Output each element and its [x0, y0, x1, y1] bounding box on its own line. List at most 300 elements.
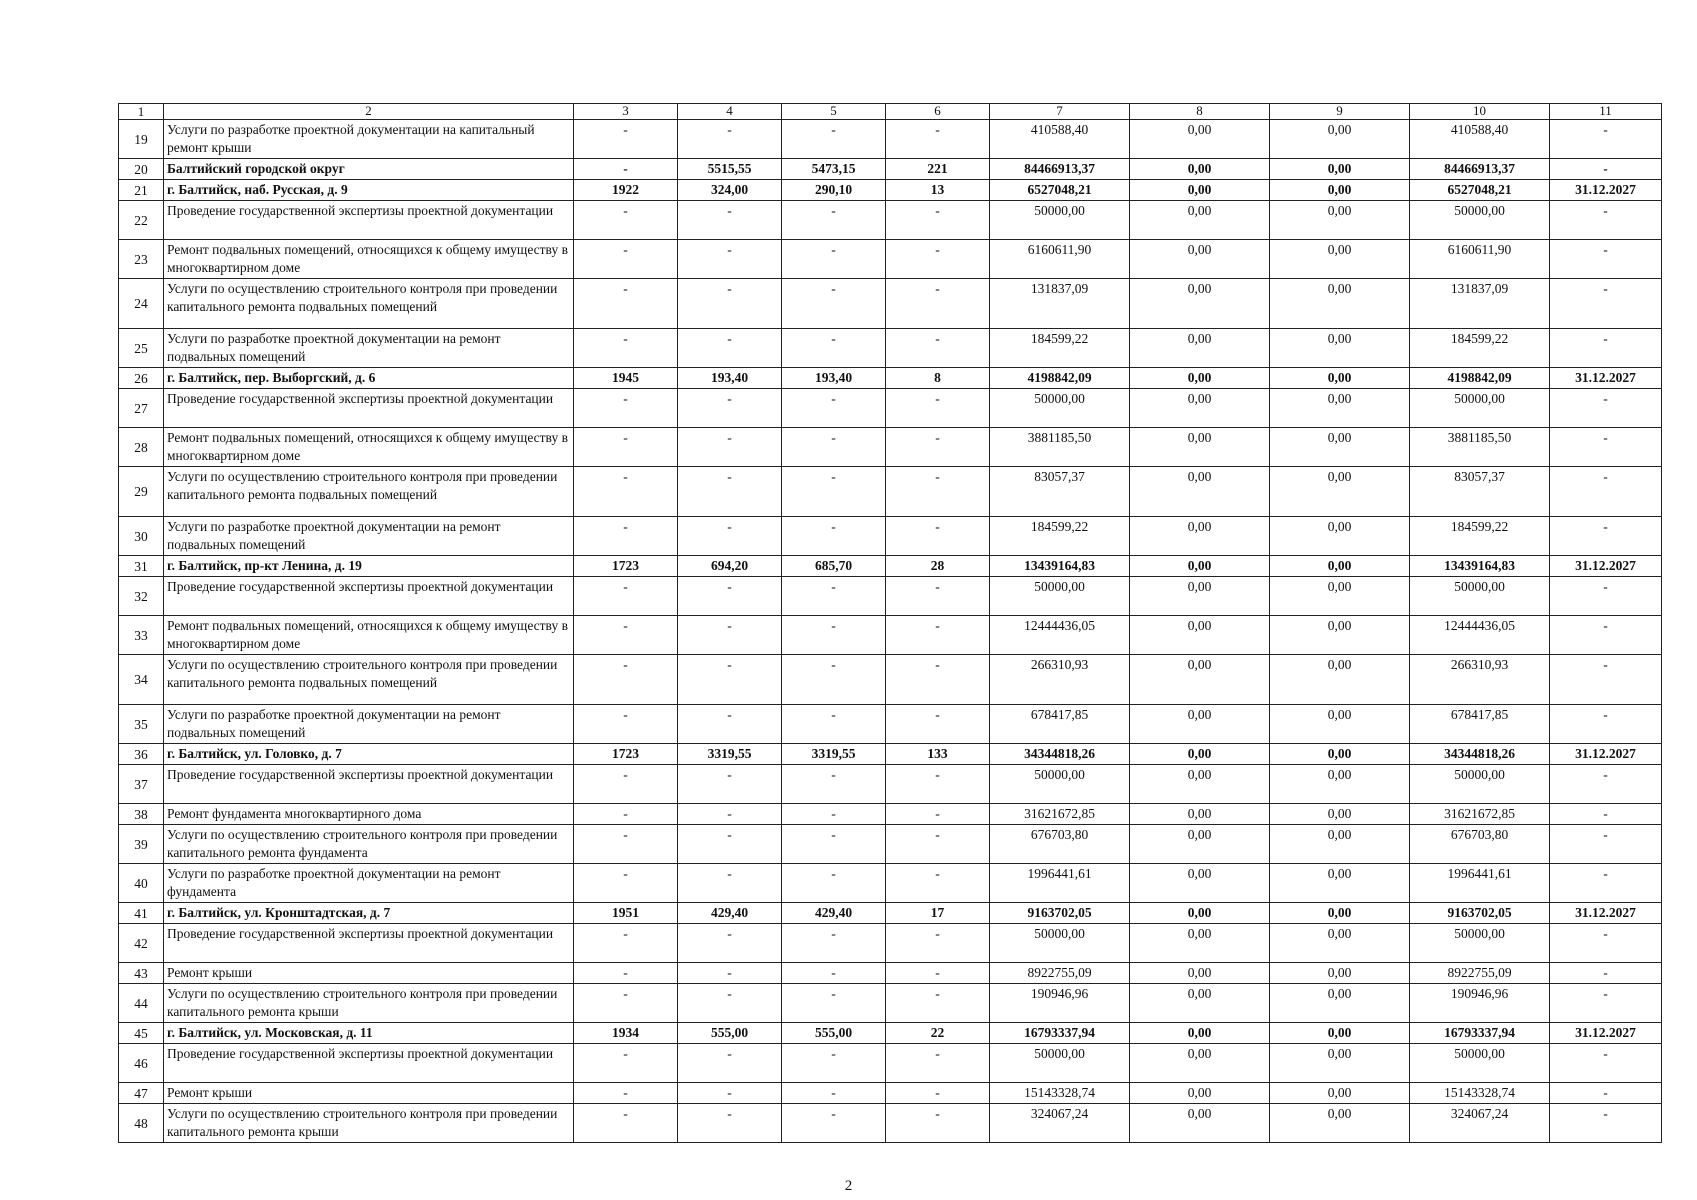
- value-cell: -: [574, 240, 678, 279]
- value-cell: 0,00: [1130, 984, 1270, 1023]
- value-cell: -: [1550, 924, 1662, 963]
- value-cell: -: [886, 924, 990, 963]
- value-cell: -: [782, 329, 886, 368]
- table-row-address: [119, 903, 1662, 924]
- value-cell: -: [678, 389, 782, 428]
- value-cell: 4198842,09: [1410, 368, 1550, 389]
- value-cell: 0,00: [1130, 120, 1270, 159]
- value-cell: -: [574, 765, 678, 804]
- value-cell: -: [782, 984, 886, 1023]
- value-cell: -: [886, 517, 990, 556]
- table-row: [119, 655, 1662, 705]
- value-cell: 0,00: [1130, 924, 1270, 963]
- value-cell: -: [1550, 329, 1662, 368]
- value-cell: 0,00: [1130, 389, 1270, 428]
- value-cell: 0,00: [1130, 705, 1270, 744]
- description-cell: г. Балтийск, ул. Московская, д. 11: [164, 1023, 574, 1044]
- value-cell: -: [886, 765, 990, 804]
- value-cell: 676703,80: [1410, 825, 1550, 864]
- value-cell: 0,00: [1130, 765, 1270, 804]
- table-row: [119, 1104, 1662, 1143]
- description-cell: Проведение государственной экспертизы проектной документации: [164, 924, 574, 963]
- value-cell: -: [574, 517, 678, 556]
- value-cell: 5515,55: [678, 159, 782, 180]
- page-number: 2: [844, 1178, 853, 1194]
- value-cell: -: [1550, 616, 1662, 655]
- value-cell: -: [782, 517, 886, 556]
- value-cell: 410588,40: [1410, 120, 1550, 159]
- table-row: [119, 963, 1662, 984]
- value-cell: 17: [886, 903, 990, 924]
- table-row: [119, 616, 1662, 655]
- value-cell: 0,00: [1270, 120, 1410, 159]
- value-cell: 678417,85: [1410, 705, 1550, 744]
- description-cell: Услуги по разработке проектной документации на ремонт подвальных помещений: [164, 517, 574, 556]
- value-cell: -: [886, 825, 990, 864]
- value-cell: 0,00: [1130, 201, 1270, 240]
- value-cell: -: [782, 201, 886, 240]
- row-number-cell: 48: [119, 1104, 164, 1143]
- description-cell: Проведение государственной экспертизы проектной документации: [164, 201, 574, 240]
- value-cell: -: [1550, 279, 1662, 329]
- row-number-cell: 32: [119, 577, 164, 616]
- value-cell: -: [782, 577, 886, 616]
- value-cell: 4198842,09: [990, 368, 1130, 389]
- value-cell: 0,00: [1130, 180, 1270, 201]
- value-cell: -: [574, 279, 678, 329]
- value-cell: -: [574, 984, 678, 1023]
- value-cell: 31.12.2027: [1550, 180, 1662, 201]
- value-cell: 0,00: [1130, 903, 1270, 924]
- description-cell: г. Балтийск, ул. Головко, д. 7: [164, 744, 574, 765]
- value-cell: 34344818,26: [1410, 744, 1550, 765]
- value-cell: 0,00: [1130, 1023, 1270, 1044]
- value-cell: 0,00: [1130, 864, 1270, 903]
- value-cell: 0,00: [1130, 1044, 1270, 1083]
- value-cell: 324067,24: [990, 1104, 1130, 1143]
- value-cell: -: [574, 963, 678, 984]
- value-cell: -: [678, 1104, 782, 1143]
- value-cell: -: [678, 329, 782, 368]
- value-cell: 0,00: [1130, 428, 1270, 467]
- value-cell: -: [678, 201, 782, 240]
- value-cell: 12444436,05: [990, 616, 1130, 655]
- value-cell: 0,00: [1270, 180, 1410, 201]
- table-row: [119, 924, 1662, 963]
- value-cell: 31.12.2027: [1550, 744, 1662, 765]
- value-cell: -: [574, 1104, 678, 1143]
- value-cell: -: [574, 1083, 678, 1104]
- value-cell: 31621672,85: [1410, 804, 1550, 825]
- value-cell: 0,00: [1270, 616, 1410, 655]
- value-cell: 0,00: [1130, 616, 1270, 655]
- value-cell: 50000,00: [1410, 389, 1550, 428]
- value-cell: 0,00: [1270, 428, 1410, 467]
- value-cell: 190946,96: [990, 984, 1130, 1023]
- value-cell: 0,00: [1130, 159, 1270, 180]
- value-cell: 0,00: [1270, 864, 1410, 903]
- value-cell: 9163702,05: [990, 903, 1130, 924]
- value-cell: -: [1550, 159, 1662, 180]
- header-cell: 1: [119, 104, 164, 120]
- value-cell: 0,00: [1130, 1083, 1270, 1104]
- value-cell: 290,10: [782, 180, 886, 201]
- value-cell: -: [886, 984, 990, 1023]
- description-cell: Услуги по осуществлению строительного контроля при проведении капитального ремонта крыши: [164, 1104, 574, 1143]
- value-cell: 266310,93: [990, 655, 1130, 705]
- value-cell: -: [886, 389, 990, 428]
- value-cell: -: [574, 705, 678, 744]
- table-row: [119, 984, 1662, 1023]
- value-cell: 0,00: [1130, 825, 1270, 864]
- value-cell: 0,00: [1270, 744, 1410, 765]
- row-number-cell: 45: [119, 1023, 164, 1044]
- value-cell: 0,00: [1270, 963, 1410, 984]
- header-cell: 3: [574, 104, 678, 120]
- value-cell: 1934: [574, 1023, 678, 1044]
- value-cell: 0,00: [1270, 240, 1410, 279]
- table-row: [119, 428, 1662, 467]
- row-number-cell: 36: [119, 744, 164, 765]
- value-cell: -: [1550, 240, 1662, 279]
- value-cell: -: [1550, 120, 1662, 159]
- value-cell: 0,00: [1130, 240, 1270, 279]
- value-cell: 0,00: [1270, 984, 1410, 1023]
- description-cell: Ремонт крыши: [164, 963, 574, 984]
- value-cell: -: [886, 655, 990, 705]
- value-cell: 34344818,26: [990, 744, 1130, 765]
- value-cell: -: [574, 655, 678, 705]
- value-cell: -: [782, 279, 886, 329]
- description-cell: г. Балтийск, ул. Кронштадтская, д. 7: [164, 903, 574, 924]
- table-row-address: [119, 1023, 1662, 1044]
- value-cell: 0,00: [1130, 279, 1270, 329]
- value-cell: 555,00: [782, 1023, 886, 1044]
- table-row-address: [119, 744, 1662, 765]
- value-cell: 0,00: [1270, 577, 1410, 616]
- value-cell: 31.12.2027: [1550, 1023, 1662, 1044]
- description-cell: Ремонт подвальных помещений, относящихся к общему имуществу в многоквартирном доме: [164, 428, 574, 467]
- row-number-cell: 30: [119, 517, 164, 556]
- value-cell: 0,00: [1270, 467, 1410, 517]
- value-cell: -: [678, 120, 782, 159]
- description-cell: Проведение государственной экспертизы проектной документации: [164, 577, 574, 616]
- value-cell: 131837,09: [990, 279, 1130, 329]
- value-cell: -: [678, 984, 782, 1023]
- value-cell: 0,00: [1270, 1083, 1410, 1104]
- value-cell: -: [574, 428, 678, 467]
- value-cell: -: [782, 864, 886, 903]
- value-cell: -: [574, 389, 678, 428]
- value-cell: -: [1550, 1104, 1662, 1143]
- table-row: [119, 577, 1662, 616]
- value-cell: -: [678, 765, 782, 804]
- value-cell: 0,00: [1270, 329, 1410, 368]
- value-cell: -: [1550, 428, 1662, 467]
- value-cell: -: [1550, 1044, 1662, 1083]
- value-cell: 410588,40: [990, 120, 1130, 159]
- value-cell: 221: [886, 159, 990, 180]
- value-cell: -: [1550, 577, 1662, 616]
- value-cell: -: [782, 428, 886, 467]
- value-cell: 0,00: [1270, 201, 1410, 240]
- value-cell: -: [1550, 825, 1662, 864]
- row-number-cell: 41: [119, 903, 164, 924]
- value-cell: 31.12.2027: [1550, 903, 1662, 924]
- value-cell: -: [1550, 864, 1662, 903]
- description-cell: Услуги по разработке проектной документации на ремонт фундамента: [164, 864, 574, 903]
- value-cell: -: [782, 120, 886, 159]
- value-cell: 0,00: [1130, 467, 1270, 517]
- value-cell: 678417,85: [990, 705, 1130, 744]
- header-cell: 4: [678, 104, 782, 120]
- description-cell: Проведение государственной экспертизы проектной документации: [164, 389, 574, 428]
- value-cell: 8: [886, 368, 990, 389]
- row-number-cell: 29: [119, 467, 164, 517]
- value-cell: 50000,00: [1410, 1044, 1550, 1083]
- value-cell: 31.12.2027: [1550, 556, 1662, 577]
- value-cell: 1945: [574, 368, 678, 389]
- value-cell: 50000,00: [1410, 577, 1550, 616]
- value-cell: 15143328,74: [990, 1083, 1130, 1104]
- value-cell: -: [574, 825, 678, 864]
- value-cell: -: [1550, 655, 1662, 705]
- table-row: [119, 705, 1662, 744]
- table-row: [119, 804, 1662, 825]
- value-cell: -: [678, 1044, 782, 1083]
- value-cell: 0,00: [1270, 368, 1410, 389]
- value-cell: -: [782, 240, 886, 279]
- value-cell: 8922755,09: [990, 963, 1130, 984]
- table-row: [119, 1044, 1662, 1083]
- value-cell: 16793337,94: [990, 1023, 1130, 1044]
- row-number-cell: 27: [119, 389, 164, 428]
- value-cell: -: [1550, 201, 1662, 240]
- value-cell: -: [782, 389, 886, 428]
- row-number-cell: 21: [119, 180, 164, 201]
- value-cell: -: [1550, 705, 1662, 744]
- value-cell: -: [782, 616, 886, 655]
- value-cell: -: [678, 467, 782, 517]
- value-cell: 50000,00: [990, 577, 1130, 616]
- value-cell: 28: [886, 556, 990, 577]
- capital-repair-table: [118, 103, 1662, 1143]
- value-cell: -: [886, 864, 990, 903]
- row-number-cell: 20: [119, 159, 164, 180]
- value-cell: 0,00: [1130, 577, 1270, 616]
- value-cell: 324,00: [678, 180, 782, 201]
- value-cell: 84466913,37: [1410, 159, 1550, 180]
- value-cell: -: [678, 804, 782, 825]
- value-cell: 22: [886, 1023, 990, 1044]
- description-cell: Услуги по осуществлению строительного контроля при проведении капитального ремонта подвальных помещений: [164, 279, 574, 329]
- value-cell: -: [1550, 963, 1662, 984]
- value-cell: 8922755,09: [1410, 963, 1550, 984]
- value-cell: 13439164,83: [1410, 556, 1550, 577]
- value-cell: 6527048,21: [990, 180, 1130, 201]
- row-number-cell: 47: [119, 1083, 164, 1104]
- value-cell: -: [574, 804, 678, 825]
- value-cell: -: [574, 1044, 678, 1083]
- value-cell: 0,00: [1130, 963, 1270, 984]
- description-cell: Услуги по разработке проектной документации на ремонт подвальных помещений: [164, 329, 574, 368]
- value-cell: 1723: [574, 556, 678, 577]
- value-cell: 3319,55: [782, 744, 886, 765]
- table-row: [119, 389, 1662, 428]
- value-cell: 184599,22: [1410, 329, 1550, 368]
- description-cell: Услуги по осуществлению строительного контроля при проведении капитального ремонта подвальных помещений: [164, 467, 574, 517]
- description-cell: Ремонт крыши: [164, 1083, 574, 1104]
- value-cell: -: [886, 240, 990, 279]
- value-cell: -: [886, 1044, 990, 1083]
- value-cell: 0,00: [1270, 517, 1410, 556]
- value-cell: 429,40: [782, 903, 886, 924]
- value-cell: 83057,37: [990, 467, 1130, 517]
- value-cell: 6160611,90: [990, 240, 1130, 279]
- value-cell: -: [678, 963, 782, 984]
- row-number-cell: 43: [119, 963, 164, 984]
- table-row: [119, 201, 1662, 240]
- value-cell: -: [886, 1083, 990, 1104]
- value-cell: 0,00: [1270, 903, 1410, 924]
- value-cell: 50000,00: [990, 389, 1130, 428]
- value-cell: -: [574, 201, 678, 240]
- value-cell: -: [678, 655, 782, 705]
- value-cell: 6160611,90: [1410, 240, 1550, 279]
- value-cell: -: [678, 705, 782, 744]
- value-cell: -: [1550, 765, 1662, 804]
- value-cell: 0,00: [1130, 655, 1270, 705]
- value-cell: -: [1550, 517, 1662, 556]
- value-cell: 0,00: [1270, 1023, 1410, 1044]
- header-cell: 5: [782, 104, 886, 120]
- table-row: [119, 467, 1662, 517]
- table-row: [119, 120, 1662, 159]
- table-row: [119, 517, 1662, 556]
- value-cell: -: [574, 159, 678, 180]
- value-cell: 50000,00: [990, 1044, 1130, 1083]
- value-cell: 184599,22: [1410, 517, 1550, 556]
- value-cell: 0,00: [1270, 924, 1410, 963]
- value-cell: 0,00: [1270, 389, 1410, 428]
- value-cell: -: [782, 825, 886, 864]
- value-cell: -: [1550, 389, 1662, 428]
- value-cell: 193,40: [782, 368, 886, 389]
- value-cell: -: [678, 864, 782, 903]
- table-row: [119, 1083, 1662, 1104]
- description-cell: г. Балтийск, пр-кт Ленина, д. 19: [164, 556, 574, 577]
- row-number-cell: 33: [119, 616, 164, 655]
- row-number-cell: 40: [119, 864, 164, 903]
- value-cell: 0,00: [1270, 705, 1410, 744]
- value-cell: -: [886, 201, 990, 240]
- header-cell: 2: [164, 104, 574, 120]
- row-number-cell: 39: [119, 825, 164, 864]
- header-cell: 10: [1410, 104, 1550, 120]
- table-row-address: [119, 180, 1662, 201]
- header-cell: 6: [886, 104, 990, 120]
- row-number-cell: 25: [119, 329, 164, 368]
- row-number-cell: 31: [119, 556, 164, 577]
- value-cell: -: [1550, 804, 1662, 825]
- value-cell: 50000,00: [990, 765, 1130, 804]
- table-row: [119, 279, 1662, 329]
- row-number-cell: 26: [119, 368, 164, 389]
- description-cell: г. Балтийск, наб. Русская, д. 9: [164, 180, 574, 201]
- value-cell: -: [678, 517, 782, 556]
- value-cell: 685,70: [782, 556, 886, 577]
- value-cell: -: [886, 1104, 990, 1143]
- value-cell: 0,00: [1270, 655, 1410, 705]
- value-cell: 1996441,61: [1410, 864, 1550, 903]
- row-number-cell: 23: [119, 240, 164, 279]
- column-number-header-row: [119, 104, 1662, 120]
- value-cell: 133: [886, 744, 990, 765]
- value-cell: -: [574, 329, 678, 368]
- value-cell: 0,00: [1130, 804, 1270, 825]
- value-cell: 50000,00: [1410, 924, 1550, 963]
- value-cell: -: [886, 577, 990, 616]
- row-number-cell: 46: [119, 1044, 164, 1083]
- value-cell: -: [886, 120, 990, 159]
- value-cell: -: [886, 329, 990, 368]
- value-cell: 0,00: [1130, 368, 1270, 389]
- description-cell: Услуги по осуществлению строительного контроля при проведении капитального ремонта подвальных помещений: [164, 655, 574, 705]
- value-cell: 50000,00: [1410, 201, 1550, 240]
- table-row-address: [119, 368, 1662, 389]
- value-cell: -: [1550, 467, 1662, 517]
- row-number-cell: 37: [119, 765, 164, 804]
- value-cell: 12444436,05: [1410, 616, 1550, 655]
- value-cell: 555,00: [678, 1023, 782, 1044]
- value-cell: -: [886, 804, 990, 825]
- value-cell: 13: [886, 180, 990, 201]
- value-cell: -: [782, 1083, 886, 1104]
- value-cell: -: [678, 428, 782, 467]
- value-cell: 1922: [574, 180, 678, 201]
- header-cell: 9: [1270, 104, 1410, 120]
- value-cell: -: [678, 616, 782, 655]
- value-cell: 50000,00: [1410, 765, 1550, 804]
- value-cell: -: [886, 467, 990, 517]
- row-number-cell: 35: [119, 705, 164, 744]
- value-cell: 0,00: [1270, 804, 1410, 825]
- row-number-cell: 19: [119, 120, 164, 159]
- value-cell: 50000,00: [990, 201, 1130, 240]
- value-cell: -: [782, 924, 886, 963]
- value-cell: -: [574, 864, 678, 903]
- description-cell: Услуги по осуществлению строительного контроля при проведении капитального ремонта фундамента: [164, 825, 574, 864]
- value-cell: 0,00: [1130, 556, 1270, 577]
- value-cell: 193,40: [678, 368, 782, 389]
- value-cell: 0,00: [1270, 556, 1410, 577]
- value-cell: 15143328,74: [1410, 1083, 1550, 1104]
- table-row: [119, 825, 1662, 864]
- value-cell: 0,00: [1130, 329, 1270, 368]
- value-cell: 324067,24: [1410, 1104, 1550, 1143]
- value-cell: 9163702,05: [1410, 903, 1550, 924]
- description-cell: г. Балтийск, пер. Выборгский, д. 6: [164, 368, 574, 389]
- value-cell: -: [886, 963, 990, 984]
- value-cell: -: [1550, 984, 1662, 1023]
- value-cell: -: [782, 765, 886, 804]
- value-cell: -: [782, 1044, 886, 1083]
- description-cell: Ремонт подвальных помещений, относящихся к общему имуществу в многоквартирном доме: [164, 616, 574, 655]
- value-cell: -: [1550, 1083, 1662, 1104]
- value-cell: -: [886, 705, 990, 744]
- value-cell: 84466913,37: [990, 159, 1130, 180]
- value-cell: 3881185,50: [990, 428, 1130, 467]
